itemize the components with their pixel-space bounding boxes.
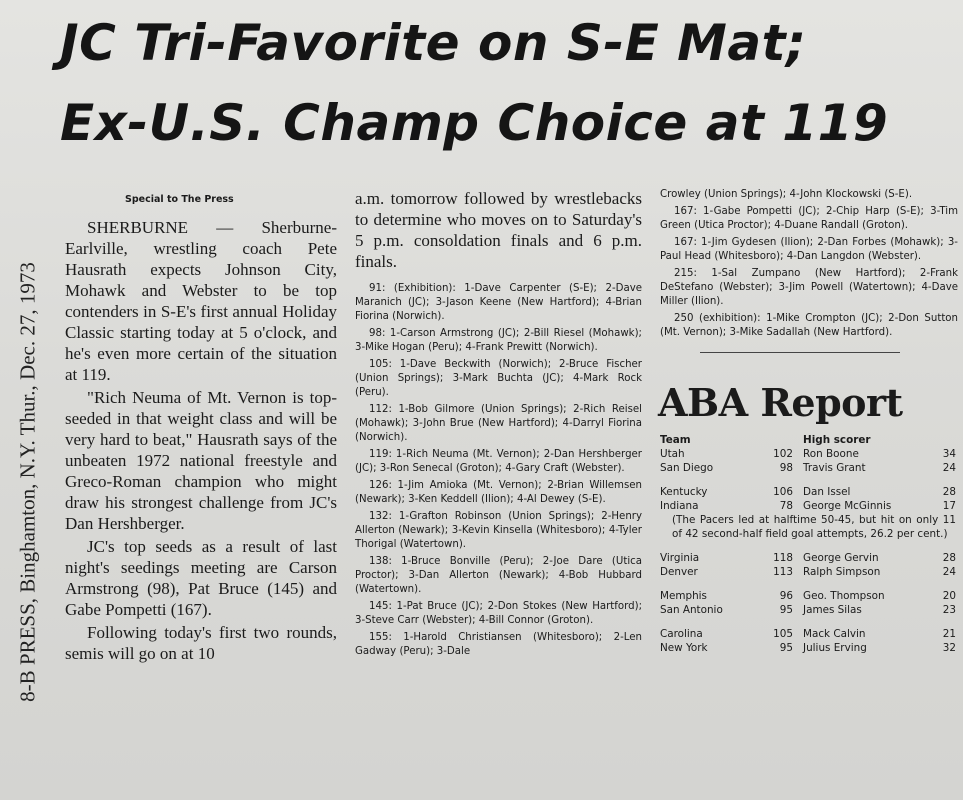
- high-scorer: George McGinnis: [803, 500, 892, 512]
- game-row: [660, 589, 956, 603]
- team-points: 95: [779, 642, 794, 654]
- team-name: Indiana: [660, 500, 699, 512]
- aba-table-header: [660, 433, 956, 447]
- team-name: New York: [660, 642, 708, 654]
- game-row: [660, 499, 956, 513]
- team-points: 78: [779, 500, 794, 512]
- high-scorer: Julius Erving: [803, 642, 867, 654]
- team-name: Virginia: [660, 552, 700, 564]
- headline-line-2: Ex-U.S. Champ Choice at 119: [60, 94, 889, 152]
- scorer-points: 28: [942, 552, 956, 564]
- scorer-column-header: High scorer: [803, 434, 871, 446]
- article-column-3: [660, 188, 958, 655]
- scorer-points: 34: [942, 448, 956, 460]
- game-row: [660, 485, 956, 499]
- article-paragraph: JC's top seeds as a result of last night's seedings meeting are Carson Armstrong (98), Pat Bruce (145) and Gabe Pompetti (167).: [65, 537, 337, 619]
- article-paragraph: Following today's first two rounds, semis will go on at 10: [65, 623, 337, 663]
- team-name: Kentucky: [660, 486, 708, 498]
- team-name: San Antonio: [660, 604, 723, 616]
- high-scorer: Ralph Simpson: [803, 566, 881, 578]
- game-row: [660, 551, 956, 565]
- article-column-1: [65, 188, 337, 666]
- weight-class-seeding: 112: 1-Bob Gilmore (Union Springs); 2-Rich Reisel (Mohawk); 3-John Brue (New Hartford); 4-Darryl Fiorina (Norwich).: [355, 404, 642, 443]
- game-row: [660, 603, 956, 617]
- scorer-points: 24: [942, 566, 956, 578]
- high-scorer: Travis Grant: [803, 462, 866, 474]
- high-scorer: Dan Issel: [803, 486, 851, 498]
- aba-scores-table: [660, 433, 956, 655]
- team-points: 96: [779, 590, 794, 602]
- article-column-2: [355, 188, 642, 662]
- scorer-points: 28: [942, 486, 956, 498]
- game-row: [660, 641, 956, 655]
- high-scorer: Mack Calvin: [803, 628, 866, 640]
- high-scorer: Geo. Thompson: [803, 590, 885, 602]
- team-points: 95: [779, 604, 794, 616]
- high-scorer: Ron Boone: [803, 448, 859, 460]
- high-scorer: James Silas: [803, 604, 862, 616]
- weight-class-seeding: 105: 1-Dave Beckwith (Norwich); 2-Bruce Fischer (Union Springs); 3-Mark Buchta (JC); 4-Mark Rock (Peru).: [355, 359, 642, 398]
- weight-class-seeding: 167: 1-Jim Gydesen (Ilion); 2-Dan Forbes (Mohawk); 3-Paul Head (Whitesboro); 4-Dan Langdon (Webster).: [660, 237, 958, 262]
- team-points: 105: [773, 628, 794, 640]
- seedings-list-continued: [660, 188, 958, 340]
- weight-class-seeding: 167: 1-Gabe Pompetti (JC); 2-Chip Harp (S-E); 3-Tim Green (Utica Proctor); 4-Duane Randall (Groton).: [660, 206, 958, 231]
- scorer-points: 21: [942, 628, 956, 640]
- scorer-points: 32: [942, 642, 956, 654]
- weight-class-seeding: 145: 1-Pat Bruce (JC); 2-Don Stokes (New Hartford); 3-Steve Carr (Webster); 4-Bill Connor (Groton).: [355, 601, 642, 626]
- section-divider: [700, 352, 900, 353]
- game-note: (The Pacers led at halftime 50-45, but hit on only 11 of 42 second-half field goal attempts, 26.2 per cent.): [672, 514, 956, 540]
- team-points: 98: [779, 462, 794, 474]
- team-name: San Diego: [660, 462, 714, 474]
- team-points: 113: [773, 566, 794, 578]
- article-paragraph: "Rich Neuma of Mt. Vernon is top-seeded in that weight class and will be very hard to beat," Hausrath says of the unbeaten 1972 national freestyle and Greco-Roman champion who might draw his strongest challenge from JC's Dan Hershberger.: [65, 388, 337, 533]
- game-row: [660, 627, 956, 641]
- weight-class-seeding: 119: 1-Rich Neuma (Mt. Vernon); 2-Dan Hershberger (JC); 3-Ron Senecal (Groton); 4-Gary Craft (Webster).: [355, 449, 642, 474]
- weight-class-seeding: 215: 1-Sal Zumpano (New Hartford); 2-Frank DeStefano (Webster); 3-Jim Powell (Watertown); 4-Dave Miller (Ilion).: [660, 268, 958, 307]
- byline: Special to The Press: [125, 194, 234, 205]
- team-points: 118: [773, 552, 794, 564]
- weight-class-seeding: 138: 1-Bruce Bonville (Peru); 2-Joe Dare (Utica Proctor); 3-Dan Allerton (Newark); 4-Bob Hubbard (Watertown).: [355, 556, 642, 595]
- weight-class-seeding: 91: (Exhibition): 1-Dave Carpenter (S-E); 2-Dave Maranich (JC); 3-Jason Keene (New Hartford); 4-Brian Fiorina (Norwich).: [355, 283, 642, 322]
- team-name: Memphis: [660, 590, 707, 602]
- headline-line-1: JC Tri-Favorite on S-E Mat;: [60, 14, 807, 72]
- team-name: Carolina: [660, 628, 703, 640]
- team-name: Denver: [660, 566, 698, 578]
- scorer-points: 20: [942, 590, 956, 602]
- scorer-points: 24: [942, 462, 956, 474]
- weight-class-seeding: 155: 1-Harold Christiansen (Whitesboro); 2-Len Gadway (Peru); 3-Dale: [355, 632, 642, 657]
- scorer-points: 23: [942, 604, 956, 616]
- article-paragraph: SHERBURNE — Sherburne-Earlville, wrestling coach Pete Hausrath expects Johnson City, Mohawk and Webster to be top contenders in S-E's first annual Holiday Classic starting today at 5 o'clock, and he's even more certain of the situation at 119.: [65, 218, 337, 384]
- weight-class-seeding: 126: 1-Jim Amioka (Mt. Vernon); 2-Brian Willemsen (Newark); 3-Ken Keddell (Ilion); 4-Al Dewey (S-E).: [355, 480, 642, 505]
- weight-class-seeding: 132: 1-Grafton Robinson (Union Springs); 2-Henry Allerton (Newark); 3-Kevin Kinsella (Whitesboro); 4-Tyler Thorigal (Watertown).: [355, 511, 642, 550]
- team-name: Utah: [660, 448, 685, 460]
- aba-report-title: ABA Report: [658, 380, 903, 425]
- weight-class-seeding: Crowley (Union Springs); 4-John Klockowski (S-E).: [660, 189, 913, 200]
- weight-class-seeding: 250 (exhibition): 1-Mike Crompton (JC); 2-Don Sutton (Mt. Vernon); 3-Mike Sadallah (New Hartford).: [660, 313, 958, 338]
- scorer-points: 17: [942, 500, 956, 512]
- page-dateline: [8, 182, 48, 782]
- game-row: [660, 565, 956, 579]
- page-dateline-text: 8-B PRESS, Binghamton, N.Y. Thur., Dec. 27, 1973: [15, 262, 40, 702]
- team-points: 106: [773, 486, 794, 498]
- team-points: 102: [773, 448, 794, 460]
- game-row: [660, 461, 956, 475]
- article-paragraph: a.m. tomorrow followed by wrestlebacks to determine who moves on to Saturday's 5 p.m. consoldation finals and 6 p.m. finals.: [355, 189, 642, 271]
- seedings-list: [355, 282, 642, 659]
- team-column-header: Team: [660, 434, 691, 446]
- weight-class-seeding: 98: 1-Carson Armstrong (JC); 2-Bill Riesel (Mohawk); 3-Mike Hogan (Peru); 4-Frank Prewitt (Norwich).: [355, 328, 642, 353]
- game-row: [660, 447, 956, 461]
- high-scorer: George Gervin: [803, 552, 879, 564]
